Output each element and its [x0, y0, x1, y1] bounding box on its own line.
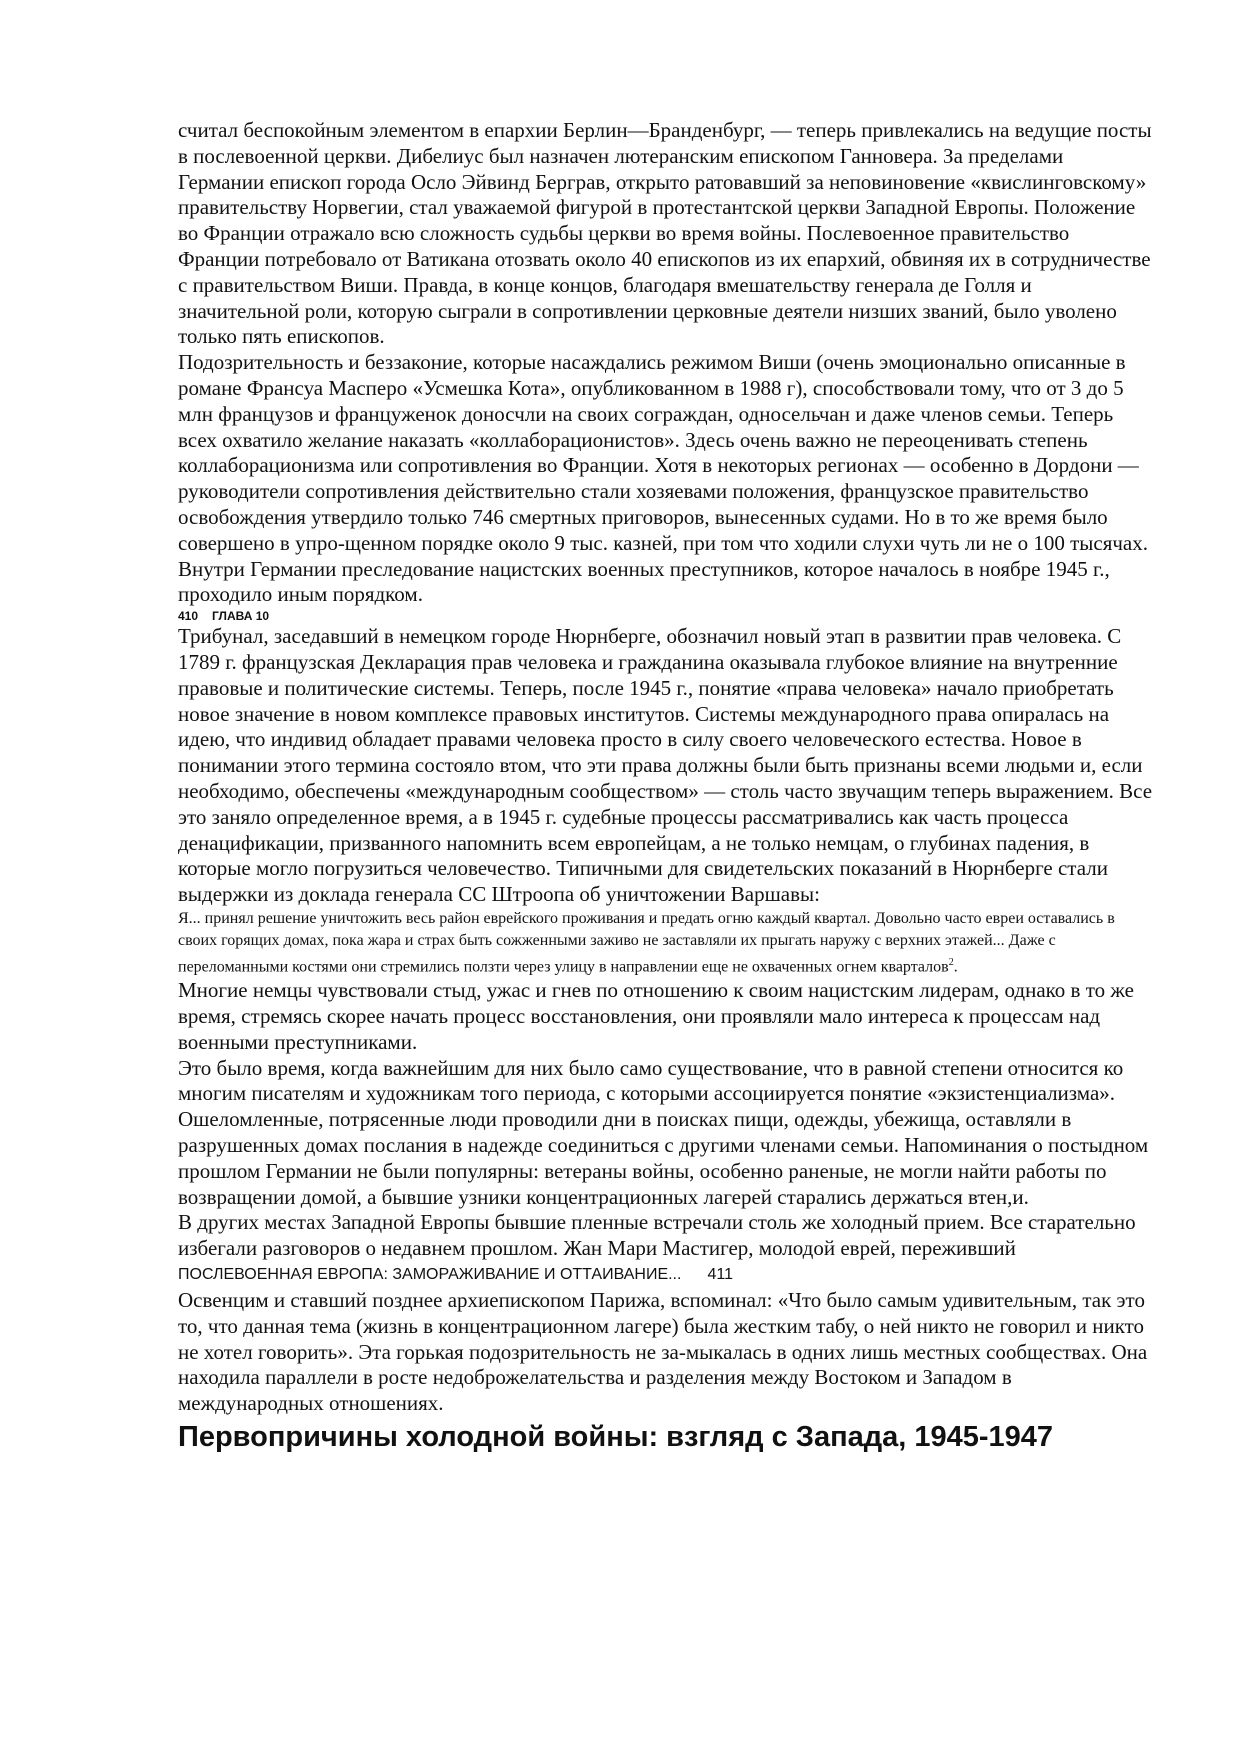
quote-text: Я... принял решение уничтожить весь район еврейского проживания и предать огню каждый квартал. Довольно часто евреи оставались в своих горящих домах, пока жара и страх быть сожженными заживо не заставляли их прыгать наружу с верхних этажей... Даже с переломанными костями они стремились ползти через улицу в направлении еще не охваченных огнем кварталов [178, 909, 1115, 976]
section-title: Первопричины холодной войны: взгляд с Запада, 1945-1947 [178, 1420, 1054, 1453]
running-header [178, 1264, 1153, 1286]
paragraph: В других местах Западной Европы бывшие пленные встречали столь же холодный прием. Все старательно избегали разговоров о недавнем прошлом. Жан Мари Мастигер, молодой еврей, переживший [178, 1210, 1136, 1261]
paragraph: Это было время, когда важнейшим для них было само существование, что в равной степени относится ко многим писателям и художникам того периода, с которыми ассоциируется понятие «экзистенциализма». Ошеломленные, потрясенные люди проводили дни в поисках пищи, одежды, убежища, оставляли в разрушенных домах послания в надежде соединиться с другими членами семьи. Напоминания о постыдном прошлом Германии не были популярны: ветераны войны, особенно раненые, не могли найти работы по возвращении домой, а бывшие узники концентрационных лагерей старались держаться втен,и. [178, 1055, 1149, 1209]
footnote-marker: 2 [948, 956, 954, 968]
chapter-label: ГЛАВА 10 [212, 609, 270, 624]
paragraph: Трибунал, заседавший в немецком городе Нюрнберге, обозначил новый этап в развитии прав человека. С 1789 г. французская Декларация прав человека и гражданина оказывала глубокое влияние на внутренние правовые и политические системы. Теперь, после 1945 г., понятие «права человека» начало приобретать новое значение в новом комплексе правовых институтов. Системы международного права опиралась на идею, что индивид обладает правами человека просто в силу своего человеческого естества. Новое в понимании этого термина состояло втом, что эти права должны были быть признаны всеми людьми и, если необходимо, обеспечены «международным сообществом» — столь часто звучащим теперь выражением. Все это заняло определенное время, а в 1945 г. судебные процессы рассматривались как часть процесса денацификации, призванного напомнить всем европейцам, а не только немцам, о глубинах падения, в которые могло погрузиться человечество. Типичными для свидетельских показаний в Нюрнберге стали выдержки из доклада генерала СС Штроопа об уничтожении Варшавы: [178, 624, 1153, 907]
page-number: 410 [178, 609, 199, 624]
document-page [178, 118, 1153, 1455]
header-title: ПОСЛЕВОЕННАЯ ЕВРОПА: ЗАМОРАЖИВАНИЕ И ОТТАИВАНИЕ... [178, 1266, 682, 1283]
quote-end: . [953, 958, 958, 976]
paragraph: Многие немцы чувствовали стыд, ужас и гнев по отношению к своим нацистским лидерам, однако в то же время, стремясь скорее начать процесс восстановления, они проявляли мало интереса к процессам над военными преступниками. [178, 978, 1134, 1054]
page-number: 411 [707, 1266, 733, 1283]
paragraph: считал беспокойным элементом в епархии Берлин—Бранденбург, — теперь привлекались на ведущие посты в послевоенной церкви. Дибелиус был назначен лютеранским епископом Ганновера. За пределами Германии епископ города Осло Эйвинд Берграв, открыто ратовавший за неповиновение «квислинговскому» правительству Норвегии, стал уважаемой фигурой в протестантской церкви Западной Европы. Положение во Франции отражало всю сложность судьбы церкви во время войны. Послевоенное правительство Франции потребовало от Ватикана отозвать около 40 епископов из их епархий, обвиняя их в сотрудничестве с правительством Виши. Правда, в конце концов, благодаря вмешательству генерала де Голля и значительной роли, которую сыграли в сопротивлении церковные деятели низших званий, было уволено только пять епископов. [178, 118, 1152, 349]
paragraph: Подозрительность и беззаконие, которые насаждались режимом Виши (очень эмоционально описанные в романе Франсуа Масперо «Усмешка Кота», опубликованном в 1988 г), способствовали тому, что от 3 до 5 млн французов и француженок доносчли на своих сограждан, односельчан и даже членов семьи. Теперь всех охватило желание наказать «коллаборационистов». Здесь очень важно не переоценивать степень коллаборационизма или сопротивления во Франции. Хотя в некоторых регионах — особенно в Дордони — руководители сопротивления действительно стали хозяевами положения, французское правительство освобождения утвердило только 746 смертных приговоров, вынесенных судами. Но в то же время было совершено в упро-щенном порядке около 9 тыс. казней, при том что ходили слухи чуть ли не о 100 тысячах. Внутри Германии преследование нацистских военных преступников, которое началось в ноябре 1945 г., проходило иным порядком. [178, 350, 1148, 607]
block-quote [178, 908, 1153, 978]
paragraph: Освенцим и ставший позднее архиепископом Парижа, вспоминал: «Что было самым удивительным, так это то, что данная тема (жизнь в концентрационном лагере) была жестким табу, о ней никто не говорил и никто не хотел говорить». Эта горькая подозрительность не за-мыкалась в одних лишь местных сообществах. Она находила параллели в росте недоброжелательства и разделения между Востоком и Западом в международных отношениях. [178, 1288, 1148, 1416]
running-header [178, 608, 1153, 624]
